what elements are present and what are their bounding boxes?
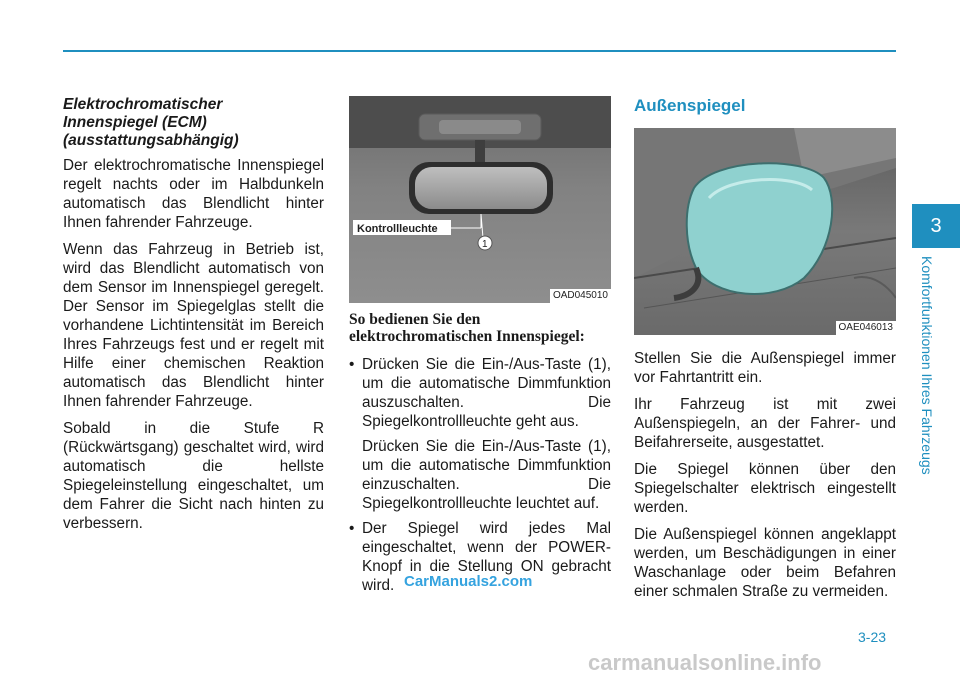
list-item xyxy=(349,355,611,513)
interior-mirror-illustration xyxy=(349,96,611,303)
list-item-text: • Drücken Sie die Ein-/Aus-Taste (1), um die automatische Dimmfunktion auszuschalten. Die Spiegelkontrollleuchte geht aus. xyxy=(362,356,611,430)
column-side-mirrors xyxy=(634,96,896,609)
side-mirror-illustration xyxy=(634,128,896,335)
chapter-tab: 3 xyxy=(912,204,960,248)
side-mirror-figure xyxy=(634,128,896,335)
heading-line: So bedienen Sie den xyxy=(349,311,481,328)
list-item-text: Drücken Sie die Ein-/Aus-Taste (1), um die automatische Dimmfunktion einzuschalten. Die Spiegelkontrollleuchte leuchtet auf. xyxy=(362,438,611,512)
section-heading-ecm xyxy=(63,96,324,150)
callout-number: 1 xyxy=(482,239,488,250)
chapter-label: Komfortfunktionen Ihres Fahrzeugs xyxy=(919,256,935,475)
list-item-text: • Der Spiegel wird jedes Mal eingeschaltet, wenn der POWER-Knopf in die Stellung ON gebracht wird. xyxy=(362,520,611,594)
interior-mirror-figure xyxy=(349,96,611,303)
indicator-label: Kontrollleuchte xyxy=(357,223,438,235)
figure-code: OAD045010 xyxy=(550,289,611,303)
paragraph: Der elektrochromatische Innenspiegel regelt nachts oder im Halbdunkeln automatisch das Blendlicht hinter Ihnen fahrender Fahrzeuge. xyxy=(63,157,324,231)
paragraph: Wenn das Fahrzeug in Betrieb ist, wird das Blendlicht automatisch von dem Sensor im Innenspiegel geregelt. Der Sensor im Spiegelglas stellt die vorhandene Lichtintensität im Bereich Ihres Fahrzeugs fest und er regelt mit Hilfe einer chemischen Reaktion automatisch das Blendlicht hinter Ihnen fahrender Fahrzeuge. xyxy=(63,241,324,410)
watermark-text: carmanualsonline.info xyxy=(588,650,822,675)
heading-line: Innenspiegel (ECM) xyxy=(63,114,207,131)
paragraph: Stellen Sie die Außenspiegel immer vor Fahrtantritt ein. xyxy=(634,350,896,386)
paragraph: Die Spiegel können über den Spiegelschalter elektrisch eingestellt werden. xyxy=(634,461,896,516)
paragraph: Sobald in die Stufe R (Rückwärtsgang) geschaltet wird, wird automatisch die hellste Spiegeleinstellung eingeschaltet, um dem Fahrer die Sicht nach hinten zu verbessern. xyxy=(63,420,324,532)
heading-line: Elektrochromatischer xyxy=(63,96,223,113)
paragraph: Die Außenspiegel können angeklappt werden, um Beschädigungen in einer Waschanlage oder beim Befahren einer schmalen Straße zu vermeiden. xyxy=(634,526,896,600)
heading-line: (ausstattungsabhängig) xyxy=(63,132,239,149)
page-number: 3-23 xyxy=(858,629,887,645)
heading-line: elektrochromatischen Innenspiegel: xyxy=(349,328,585,345)
instruction-list xyxy=(349,355,611,595)
column-ecm-operation xyxy=(349,96,611,601)
section-title: Außenspiegel xyxy=(634,96,746,115)
column-ecm-intro xyxy=(63,96,324,541)
instructions-heading xyxy=(349,311,611,345)
figure-code: OAE046013 xyxy=(836,321,897,335)
paragraph: Ihr Fahrzeug ist mit zwei Außenspiegeln, an der Fahrer- und Beifahrerseite, ausgestattet. xyxy=(634,396,896,451)
header-rule xyxy=(63,50,896,52)
watermark-link[interactable]: CarManuals2.com xyxy=(404,573,533,590)
